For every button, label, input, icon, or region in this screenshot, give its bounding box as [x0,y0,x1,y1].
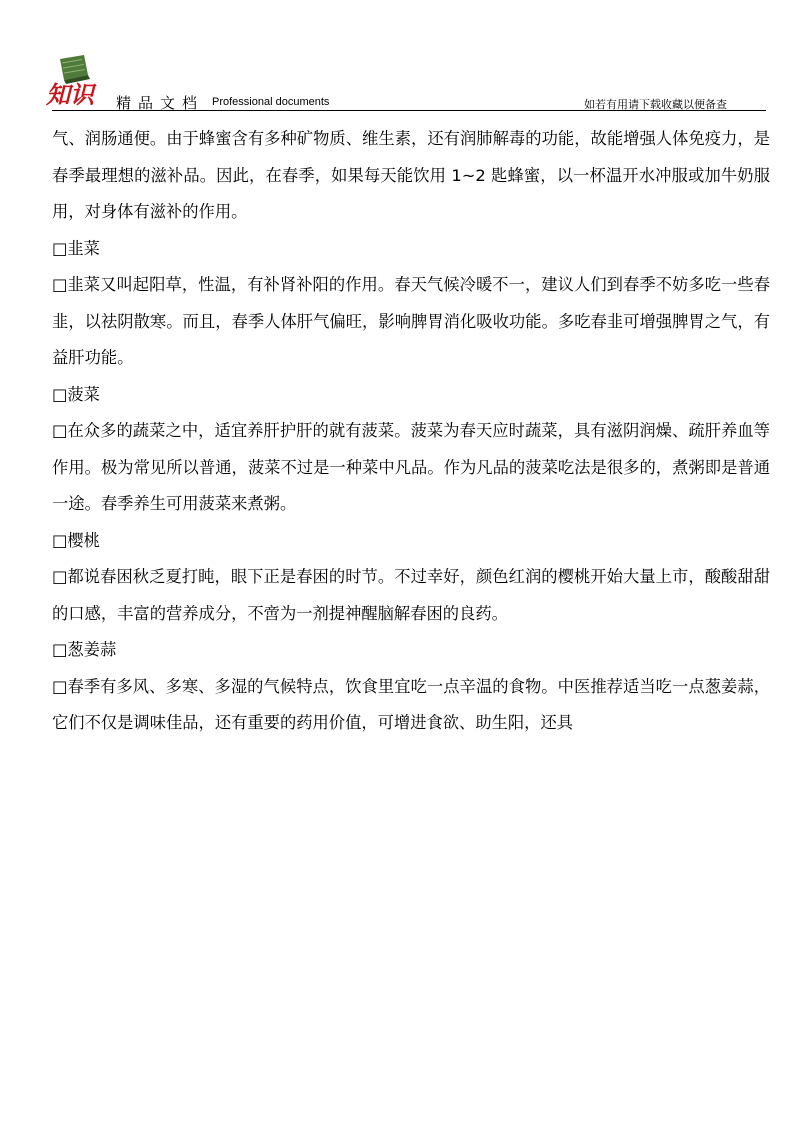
book-logo-icon [44,55,104,107]
brand-name-en: Professional documents [212,96,330,108]
logo-text: 知识 [46,80,94,107]
paragraph-chives: □韭菜又叫起阳草，性温，有补肾补阳的作用。春天气候冷暖不一，建议人们到春季不妨多吃一些春韭，以祛阴散寒。而且，春季人体肝气偏旺，影响脾胃消化吸收功能。多吃春韭可增强脾胃之气，有益肝功能。 [52,275,770,367]
heading-spinach: □菠菜 [52,384,100,404]
header-note: 如若有用请下载收藏以便备查 [584,98,727,111]
paragraph-spinach: □在众多的蔬菜之中，适宜养肝护肝的就有菠菜。菠菜为春天应时蔬菜，具有滋阴润燥、疏肝养血等作用。极为常见所以普通，菠菜不过是一种菜中凡品。作为凡品的菠菜吃法是很多的，煮粥即是普通一途。春季养生可用菠菜来煮粥。 [52,421,770,513]
paragraph-cherry: □都说春困秋乏夏打盹，眼下正是春困的时节。不过幸好，颜色红润的樱桃开始大量上市，酸酸甜甜的口感，丰富的营养成分，不啻为一剂提神醒脑解春困的良药。 [52,567,770,623]
paragraph-scallion-ginger-garlic: □春季有多风、多寒、多湿的气候特点，饮食里宜吃一点辛温的食物。中医推荐适当吃一点葱姜蒜，它们不仅是调味佳品，还有重要的药用价值，可增进食欲、助生阳，还具 [52,676,770,732]
document-body [52,121,770,742]
heading-chives: □韭菜 [52,238,100,258]
heading-cherry: □樱桃 [52,530,100,550]
page-header [0,0,794,112]
paragraph-honey-benefits: 气、润肠通便。由于蜂蜜含有多种矿物质、维生素，还有润肺解毒的功能，故能增强人体免疫力，是春季最理想的滋补品。因此，在春季，如果每天能饮用 1~2 匙蜂蜜，以一杯温开水冲服或加牛奶服用，对身体有滋补的作用。 [52,129,770,221]
heading-scallion-ginger-garlic: □葱姜蒜 [52,640,117,659]
brand-name-cn: 精品文档 [116,94,205,112]
header-divider [52,110,766,111]
